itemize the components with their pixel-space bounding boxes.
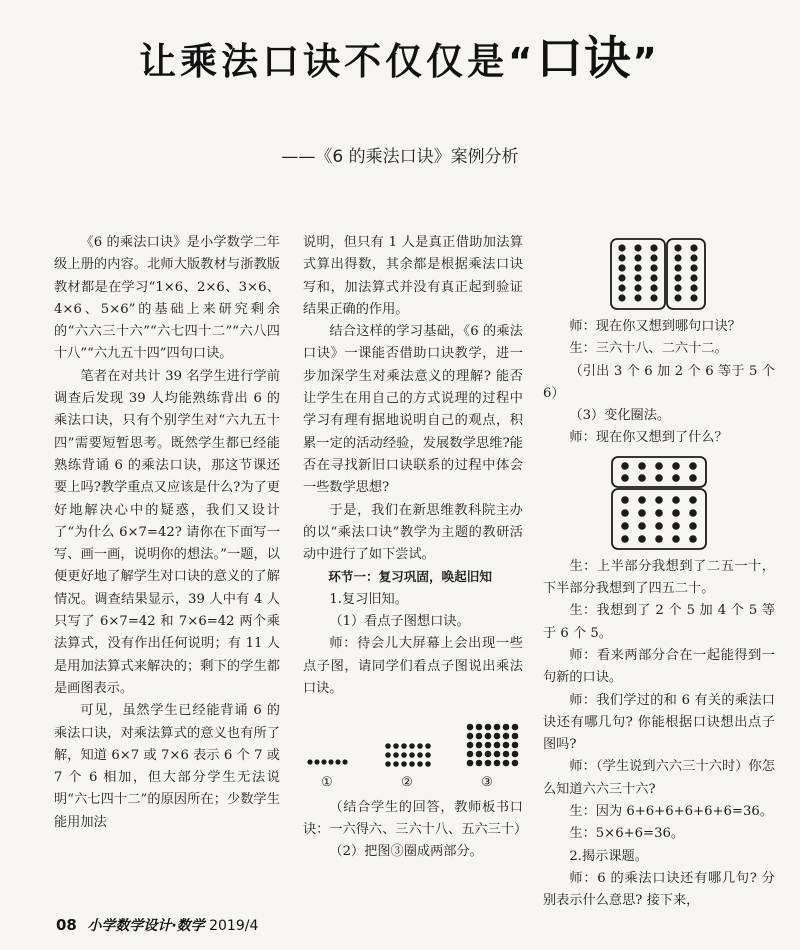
dot-array-6x5-split-2-4 [611,456,707,550]
issue-number: 2019/4 [209,918,259,934]
paragraph: 《6 的乘法口诀》是小学数学二年级上册的内容。北师大版教材与浙教版教材都是在学习“1×6、2×6、3×6、4×6、5×6”的基础上来研究剩余的“六六三十六”“六七四十二”“六八四十八”“六九五十四”四句口诀。 [54,235,280,362]
figure-label: ① [321,775,333,791]
section-heading: 环节一：复习巩固，唤起旧知 [328,569,492,585]
column-2 [303,232,528,863]
dot-figure-1 [307,756,351,768]
dialogue-line: 师：6 的乘法口诀还有哪几句? 分别表示什么意思? 接下来， [543,870,775,909]
dot-figure-split-horizontal [543,456,775,550]
paragraph: 于是，我们在新思维教科院主办的以“乘法口诀”教学为主题的教研活动中进行了如下尝试。 [303,502,523,563]
title-quote-close: ” [632,40,661,83]
paragraph: 笔者在对共计 39 名学生进行学前调查后发现 39 人均能熟练背出 6 的乘法口诀，只有个别学生对“六九五十四”需要短暂思考。既然学生都已经能熟练背诵 6 的乘法口诀，那这节课还要上吗?教学重点又应该是什么?为了更好地解决心中的疑惑，我们又设计了“为什么 6×7=42? 请你在下面写一写、画一画，说明你的想法。”一题，以便更好地了解学生对口诀的意义的了解情况。调查结果显示，39 人中有 4 人只写了 6×7=42 和 7×6=42 两个乘法算式，没有作出任何说明；有 11 人是用加法算式来解决的；剩下的学生都是画图表示。 [54,368,280,696]
dialogue-line: 生：上半部分我想到了二五一十，下半部分我想到了四五二十。 [543,558,775,597]
paragraph: 结合这样的学习基础，《6 的乘法口诀》一课能否借助口诀教学，进一步加深学生对乘法意义的理解? 能否让学生在用自己的方式说理的过程中学习有理有据地说明自己的观点，积累一定的活动经验，发展数学思维?能否在寻找新旧口诀联系的过程中体会一些数学思想? [303,324,523,496]
page-number: 08 [56,916,77,934]
dialogue-line: 生：因为 6+6+6+6+6+6=36。 [569,804,773,820]
paragraph: （1）看点子图想口诀。 [329,614,470,630]
title-main: 让乘法口诀不仅仅是 [139,40,509,83]
title-quote-open: “ [508,40,537,83]
paragraph: （3）变化圈法。 [569,408,671,424]
dialogue-line: 师：我们学过的和 6 有关的乘法口诀还有哪几句? 你能根据口诀想出点子图吗? [543,692,775,753]
dialogue-line: 师：看来两部分合在一起能得到一句新的口诀。 [543,647,775,686]
paragraph: 可见，虽然学生已经能背诵 6 的乘法口诀，对乘法算式的意义也有所了解，知道 6×7 或 7×6 表示 6 个 7 或 7 个 6 相加，但大部分学生无法说明“六七四十二”的原因所在；少数学生能用加法 [54,703,280,830]
dialogue-line: 师：现在你又想到哪句口诀？ [569,319,741,334]
paragraph: （2）把图③圈成两部分。 [329,844,483,860]
dialogue-line: 生：5×6+6=36。 [569,826,685,842]
dot-figures [303,710,523,768]
column-3 [543,232,775,913]
magazine-name: 小学数学设计·数学 [87,918,205,934]
figure-label: ③ [481,775,493,791]
paragraph: 师：待会儿大屏幕上会出现一些点子图，请同学们看点子图说出乘法口诀。 [303,636,523,696]
dialogue-line: 生：三六十八、二六十二。 [569,341,728,357]
dialogue-line: 师：（学生说到六六三十六时）你怎么知道六六三十六? [543,759,775,797]
page-footer [56,915,258,935]
column-1 [54,232,280,834]
dot-figure-2 [384,742,432,768]
dialogue-line: 生：我想到了 2 个 5 加 4 个 5 等于 6 个 5。 [543,603,775,641]
dot-figure-3 [465,722,519,768]
paragraph: （结合学生的回答，教师板书口诀：一六得六、三六十八、五六三十） [303,799,528,837]
article-subtitle: ——《6 的乘法口诀》案例分析 [281,147,519,167]
paragraph: （引出 3 个 6 加 2 个 6 等于 5 个 6） [543,363,775,401]
title-emphasis: 口诀 [536,31,633,85]
figure-labels [303,772,523,794]
paragraph: 2.揭示课题。 [569,848,648,864]
dialogue-line: 师：现在你又想到了什么？ [569,430,728,446]
paragraph: 说明，但只有 1 人是真正借助加法算式算出得数，其余都是根据乘法口诀写和，加法算式并没有真正起到验证结果正确的作用。 [303,235,523,317]
paragraph: 1.复习旧知。 [329,591,408,607]
figure-label: ② [401,775,413,791]
dot-array-6x5-split-3-2 [610,238,708,310]
article-title [0,22,800,88]
dot-figure-split-vertical [543,238,775,310]
